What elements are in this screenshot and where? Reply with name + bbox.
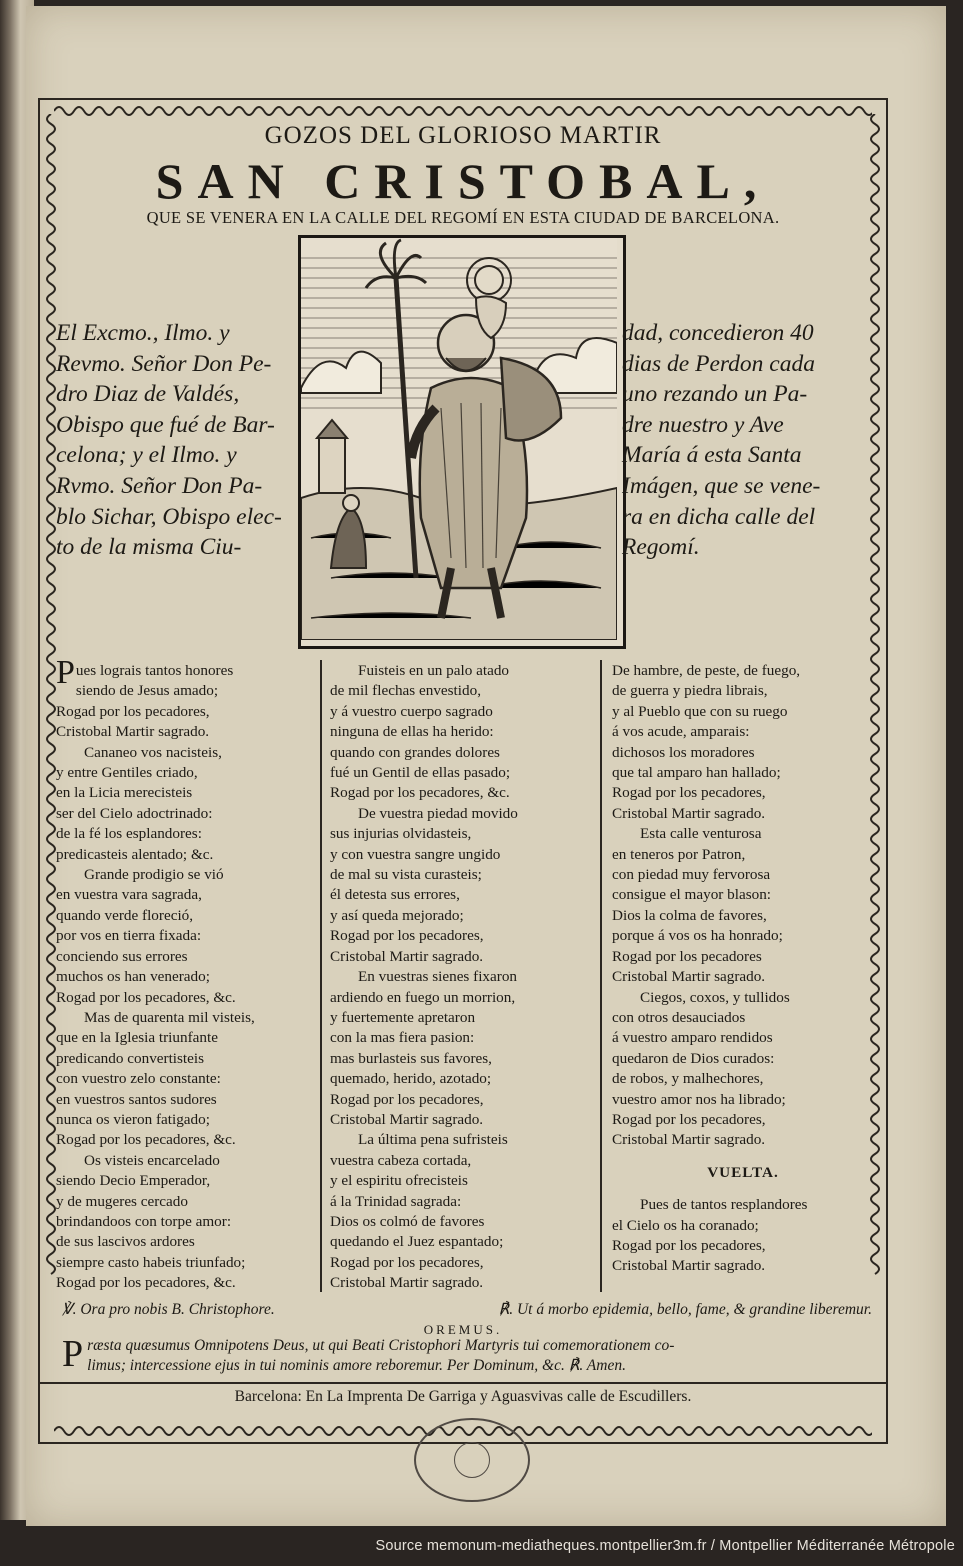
verse-line: mas burlasteis sus favores, [330,1049,492,1067]
indulgence-left-line: Revmo. Señor Don Pe- [56,350,272,377]
title-subheading: QUE SE VENERA EN LA CALLE DEL REGOMÍ EN ESTA CIUDAD DE BARCELONA. [146,208,780,227]
verse-line: De vuestra piedad movido [358,804,518,822]
source-credit: Source memonum-mediatheques.montpellier3m.fr / Montpellier Méditerranée Métropole [375,1538,955,1554]
verse-line: que tal amparo han hallado; [612,764,781,782]
verse-line: Cristobal Martir sagrado. [612,1257,766,1275]
verse-line: predicasteis alentado; &c. [56,845,214,863]
title-saint-name: SAN CRISTOBAL, [155,153,771,209]
verse-line: Rogad por los pecadores, &c. [56,1131,236,1149]
indulgence-text-right [622,318,872,563]
verse-line: que en la Iglesia triunfante [56,1029,218,1047]
indulgence-right-line: dre nuestro y Ave [622,411,784,438]
verse-line: á la Trinidad sagrada: [330,1192,462,1210]
verse-line: vuestra cabeza cortada, [330,1151,472,1169]
verse-line: Grande prodigio se vió [84,866,224,884]
verse-line: en teneros por Patron, [612,845,746,863]
verse-line: Rogad por los pecadores, &c. [56,1274,236,1292]
praesta-line-1: ræsta quæsumus Omnipotens Deus, ut qui Beati Cristophori Martyris tui comemorationem co- [87,1337,675,1354]
verse-line: Cristobal Martir sagrado. [612,804,766,822]
verse-line: á vuestro amparo rendidos [612,1029,773,1047]
verse-line: Rogad por los pecadores, [56,702,210,720]
verse-line: quedaron de Dios curados: [612,1049,775,1067]
verse-line: y con vuestra sangre ungido [330,845,501,863]
verse-line: siempre casto habeis triunfado; [56,1253,246,1271]
indulgence-left-line: celona; y el Ilmo. y [56,442,237,469]
verse-column-3 [612,661,874,1277]
verse-line: á vos acude, amparais: [612,723,750,741]
verse-line: y así queda mejorado; [330,906,464,924]
verse-line: Rogad por los pecadores, &c. [330,784,510,802]
border-ornament-top [54,102,872,120]
praesta-line-2: limus; intercessione ejus in tui nominis amore reboremur. Per Dominum, &c. ℟. Amen. [87,1357,626,1374]
indulgence-left-line: dro Diaz de Valdés, [56,381,240,408]
indulgence-left-line: blo Sichar, Obispo elec- [56,503,282,530]
indulgence-right-line: dias de Perdon cada [622,350,815,377]
vuelta-heading: VUELTA. [707,1163,779,1181]
verse-line: Esta calle venturosa [640,825,762,843]
verse-line: vuestro amor nos ha librado; [612,1090,786,1108]
verse-line: Rogad por los pecadores [612,947,762,965]
verse-line: de guerra y piedra librais, [612,682,768,700]
library-stamp-icon [414,1418,530,1502]
verse-line: Rogad por los pecadores, [612,1110,766,1128]
verse-line: De hambre, de peste, de fuego, [612,662,801,679]
verse-line: Cristobal Martir sagrado. [330,947,484,965]
verse-line: y de mugeres cercado [56,1192,188,1210]
verse-line: siendo Decio Emperador, [56,1172,211,1190]
verse-line: Rogad por los pecadores, [330,927,484,945]
imprint-rule [40,1382,886,1384]
saint-christopher-woodcut-icon [298,235,626,649]
verse-line: de robos, y malhechores, [612,1070,764,1088]
verse-line: y á vuestro cuerpo sagrado [330,702,493,720]
column-divider [600,660,602,1292]
verse-line: dichosos los moradores [612,743,755,761]
verse-line: quedando el Juez espantado; [330,1233,504,1251]
verse-line: Pues de tantos resplandores [640,1196,808,1214]
verse-line: con la mas fiera pasion: [330,1029,475,1047]
verse-column-2 [330,661,592,1294]
dropcap-initial: P [56,654,75,691]
indulgence-right-line: ra en dicha calle del [622,503,816,530]
verse-line: siendo de Jesus amado; [75,682,219,700]
indulgence-right-line: uno rezando un Pa- [622,381,808,408]
verse-line: Rogad por los pecadores, &c. [56,988,236,1006]
verse-line: de mil flechas envestido, [330,682,481,700]
title-line-1: GOZOS DEL GLORIOSO MARTIR [264,122,662,149]
verse-line: el Cielo os ha coranado; [612,1216,759,1234]
verse-line: brindandoos con torpe amor: [56,1212,232,1230]
indulgence-left-line: Rvmo. Señor Don Pa- [56,472,263,499]
praesta-prayer [62,1333,862,1376]
broadsheet-page [26,6,946,1526]
verse-line: Cananeo vos nacisteis, [84,743,222,761]
verse-line: y entre Gentiles criado, [56,764,198,782]
verse-line: de la fé los esplandores: [56,825,202,843]
verse-line: porque á vos os ha honrado; [612,927,783,945]
indulgence-right-line: Imágen, que se vene- [622,472,821,499]
column-divider [320,660,322,1292]
indulgence-left-line: Obispo que fué de Bar- [56,411,275,438]
verse-line: Rogad por los pecadores, [330,1253,484,1271]
verse-line: ninguna de ellas ha herido: [330,723,494,741]
oremus-heading: OREMUS. [423,1322,503,1337]
verse-line: él detesta sus errores, [330,886,460,904]
versicle-line [62,1300,872,1319]
verse-column-1 [56,654,318,1294]
verse-line: Rogad por los pecadores, [330,1090,484,1108]
verse-line: quemado, herido, azotado; [330,1070,492,1088]
verse-line: y al Pueblo que con su ruego [612,702,788,720]
imprint: Barcelona: En La Imprenta De Garriga y Aguasvivas calle de Escudillers. [234,1388,692,1405]
verse-line: fué un Gentil de ellas pasado; [330,764,511,782]
indulgence-left-line: El Excmo., Ilmo. y [56,320,230,346]
verse-line: en vuestros santos sudores [56,1090,217,1108]
verse-line: Cristobal Martir sagrado. [612,968,766,986]
verse-line: En vuestras sienes fixaron [358,968,518,986]
versicle: ℣. Ora pro nobis B. Christophore. [62,1301,275,1318]
ornamental-frame [38,98,888,1444]
verse-line: Cristobal Martir sagrado. [330,1110,484,1128]
stamp-emblem-icon [454,1442,490,1478]
verse-line: sus injurias olvidasteis, [330,825,472,843]
verse-line: en la Licia merecisteis [56,784,193,802]
verse-line: Rogad por los pecadores, [612,784,766,802]
verse-line: Fuisteis en un palo atado [358,662,510,679]
verse-line: Rogad por los pecadores, [612,1236,766,1254]
indulgence-right-line: María á esta Santa [622,442,802,469]
verse-line: Ciegos, coxos, y tullidos [640,988,790,1006]
verse-line: de sus lascivos ardores [56,1233,195,1251]
verse-line: por vos en tierra fixada: [56,927,202,945]
indulgence-right-line: dad, concedieron 40 [622,320,814,346]
verse-line: Dios os colmó de favores [330,1212,485,1230]
verse-line: en vuestra vara sagrada, [56,886,202,904]
verse-line: Dios la colma de favores, [612,906,767,924]
verse-line: ardiendo en fuego un morrion, [330,988,516,1006]
verse-line: Cristobal Martir sagrado. [330,1274,484,1292]
indulgence-text-left [56,318,296,563]
verse-line: con piedad muy fervorosa [612,866,771,884]
verse-line: muchos os han venerado; [56,968,210,986]
verse-line: Os visteis encarcelado [84,1151,220,1169]
verse-line: Cristobal Martir sagrado. [56,723,210,741]
verse-text: ues lograis tantos honores [75,662,234,679]
verse-line: conciendo sus errores [56,947,188,965]
verse-line: nunca os vieron fatigado; [56,1110,210,1128]
verse-line: con otros desauciados [612,1008,746,1026]
verse-line: quando con grandes dolores [330,743,500,761]
verse-line: Mas de quarenta mil visteis, [84,1008,255,1026]
praesta-initial: P [62,1333,84,1375]
verse-line: consigue el mayor blason: [612,886,772,904]
verse-line: y el espiritu ofrecisteis [330,1172,468,1190]
verse-line: quando verde floreció, [56,906,194,924]
verse-line: de mal su vista curasteis; [330,866,482,884]
verse-line: predicando convertisteis [56,1049,205,1067]
verse-line: con vuestro zelo constante: [56,1070,221,1088]
response: ℟. Ut á morbo epidemia, bello, fame, & grandine liberemur. [498,1301,872,1318]
indulgence-right-line: Regomí. [622,534,700,561]
verse-line: La última pena sufristeis [358,1131,508,1149]
verse-line: y fuertemente apretaron [330,1008,476,1026]
verse-line: ser del Cielo adoctrinado: [56,804,213,822]
indulgence-left-line: to de la misma Ciu- [56,534,242,561]
verse-line: Cristobal Martir sagrado. [612,1131,766,1149]
